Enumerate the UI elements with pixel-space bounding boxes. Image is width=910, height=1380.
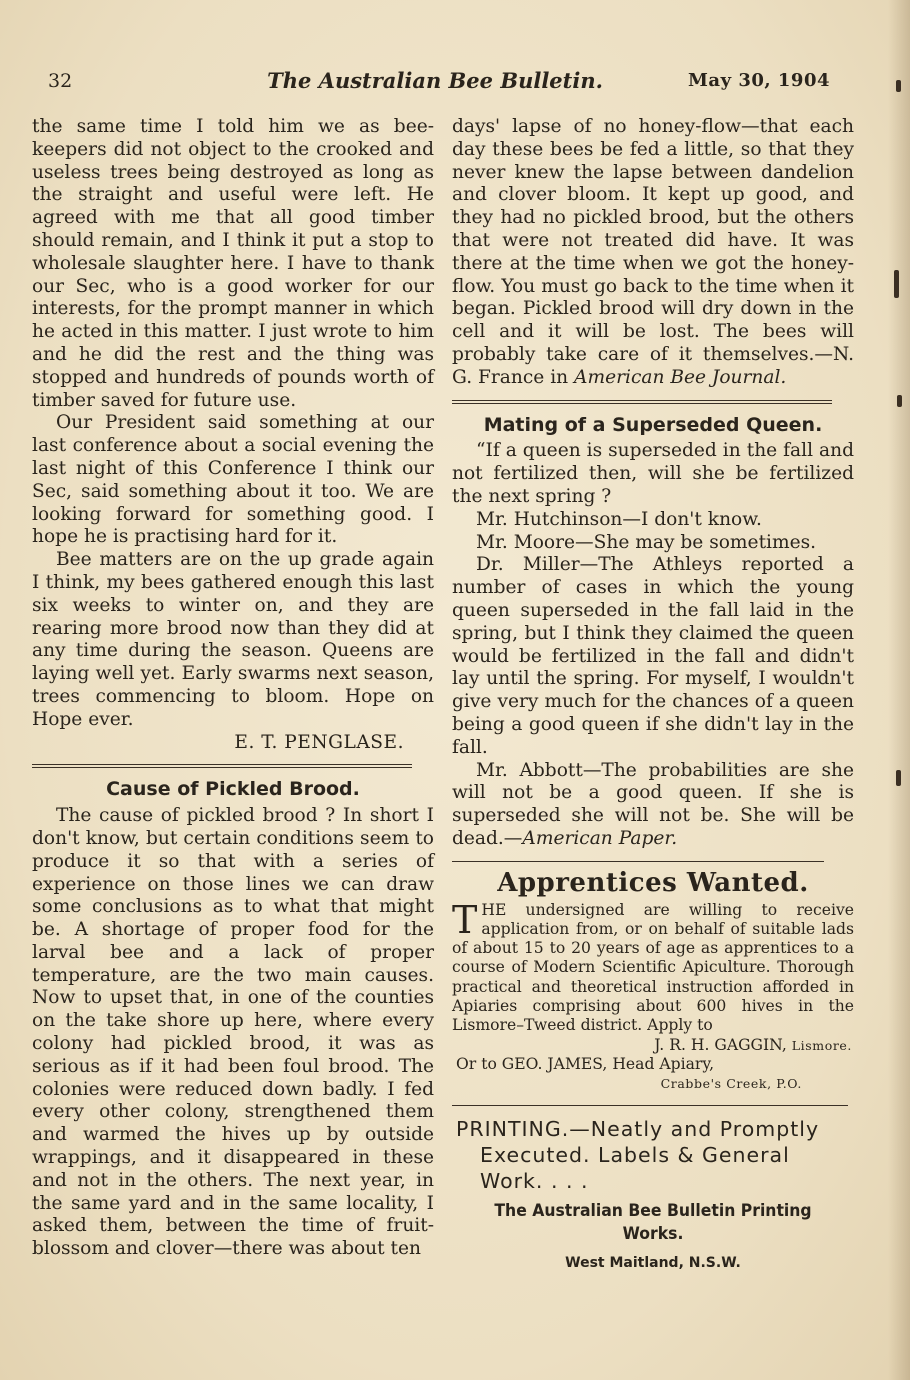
drop-cap: T bbox=[452, 897, 478, 942]
article-heading: Cause of Pickled Brood. bbox=[106, 778, 360, 801]
journal-title: The Australian Bee Bulletin. bbox=[267, 68, 603, 93]
contact-name: J. R. H. GAGGIN, bbox=[654, 1035, 787, 1054]
edge-mark bbox=[894, 270, 899, 298]
paragraph: Dr. Miller—The Athleys reported a number of cases in which the young queen superseded in the fall laid in the spring, but I think they claimed the queen would be fertilized in the fall and didn't lay until the spring. For myself, I wouldn't give very much for the chances of a queen being a good queen if she didn't lay in the fall. bbox=[452, 554, 854, 758]
printing-line: PRINTING.—Neatly and Promptly bbox=[456, 1117, 820, 1142]
section-divider bbox=[452, 400, 832, 404]
edge-mark bbox=[896, 770, 901, 786]
source-citation: American Paper. bbox=[522, 827, 678, 849]
page-header bbox=[40, 68, 830, 98]
issue-date: May 30, 1904 bbox=[688, 70, 830, 91]
source-citation: American Bee Journal. bbox=[574, 366, 787, 388]
article-heading: Mating of a Superseded Queen. bbox=[483, 413, 823, 436]
paragraph: the same time I told him we as bee-keepers did not object to the crooked and useless trees being destroyed as long as the straight and useful were left. He agreed with me that all good timber should remain, and I think it put a stop to wholesale slaughter here. I have to thank our Sec, who is a good worker for our interests, for the prompt manner in which he acted in this matter. I just wrote to him and he did the rest and the thing was stopped and hundreds of pounds worth of timber saved for future use. bbox=[32, 116, 434, 411]
section-divider bbox=[452, 861, 824, 862]
page-edge bbox=[888, 0, 910, 1380]
printing-works-name: The Australian Bee Bulletin Printing Works. bbox=[494, 1201, 812, 1245]
printing-advertisement bbox=[452, 1116, 854, 1194]
left-column bbox=[32, 116, 434, 1261]
edge-mark bbox=[897, 395, 902, 407]
paragraph bbox=[452, 116, 854, 390]
paragraph: Bee matters are on the up grade again I think, my bees gathered enough this last six weeks to winter on, and they are rearing more brood now than they did at any time during the season. Queens are laying well yet. Early swarms next season, trees commencing to bloom. Hope on Hope ever. bbox=[32, 549, 434, 730]
section-divider bbox=[452, 1105, 848, 1106]
author-signature: E. T. PENGLASE. bbox=[234, 731, 404, 753]
paragraph-text: days' lapse of no honey-flow—that each day these bees be fed a little, so that they never knew the lapse between dandelion and clover bloom. It kept up good, and they had no pickled brood, but the others that were not treated did have. It was there at the time when we got the honey-flow. You must go back to the time when it began. Pickled brood will dry down in the cell and it will be lost. The bees will probably take care of it themselves.—N. G. France in bbox=[452, 116, 854, 388]
printing-line: Executed. Labels & General bbox=[480, 1143, 790, 1168]
paragraph: Our President said something at our last conference about a social evening the last night of this Conference I think our Sec, said something about it too. We are looking forward for something good. I hope he is practising hard for it. bbox=[32, 412, 434, 548]
edge-mark bbox=[896, 80, 901, 92]
contact-line: Or to GEO. JAMES, Head Apiary, bbox=[456, 1054, 715, 1073]
paragraph-text: Mr. Abbott—The probabilities are she will not be a good queen. If she is superseded she will not be. She will be dead.— bbox=[452, 759, 854, 849]
advertisement-heading: Apprentices Wanted. bbox=[497, 867, 809, 898]
paragraph: “If a queen is superseded in the fall and not fertilized then, will she be fertilized the next spring ? bbox=[452, 440, 854, 507]
paragraph: Mr. Moore—She may be sometimes. bbox=[476, 531, 817, 553]
contact-line bbox=[452, 1036, 854, 1055]
advertisement-body bbox=[452, 897, 854, 1036]
paragraph bbox=[452, 760, 854, 851]
page-number: 32 bbox=[48, 70, 73, 92]
paragraph: The cause of pickled brood ? In short I don't know, but certain conditions seem to produce it so that with a series of experience on those lines we can draw some conclusions as to what that might be. A shortage of proper food for the larval bee and a lack of proper temperature, are the two main causes. Now to upset that, in one of the counties on the take shore up here, where every colony had pickled brood, it was as serious as if it had been foul brood. The colonies were reduced down badly. I fed every other colony, strengthened them and warmed the hives up by outside wrappings, and it disappeared in these and not in the others. The next year, in the same yard and in the same locality, I asked them, between the time of fruit-blossom and clover—there was about ten bbox=[32, 805, 434, 1260]
printing-works-place: West Maitland, N.S.W. bbox=[565, 1255, 741, 1272]
advertisement-text: HE undersigned are willing to receive application from, or on behalf of suitable lads of about 15 to 20 years of age as apprentices to a course of Modern Scientific Apiculture. Thorough practical and theoretical instruction afforded in Apiaries comprising about 600 hives in the Lismore–Tweed district. Apply to bbox=[452, 900, 854, 1035]
printing-line: Work. . . . bbox=[480, 1169, 589, 1194]
contact-place: Crabbe's Creek, P.O. bbox=[660, 1076, 802, 1092]
section-divider bbox=[32, 764, 412, 768]
advertisement-contact bbox=[452, 1036, 854, 1094]
paragraph: Mr. Hutchinson—I don't know. bbox=[476, 508, 762, 530]
contact-place: Lismore. bbox=[791, 1037, 852, 1053]
right-column bbox=[452, 116, 854, 1275]
